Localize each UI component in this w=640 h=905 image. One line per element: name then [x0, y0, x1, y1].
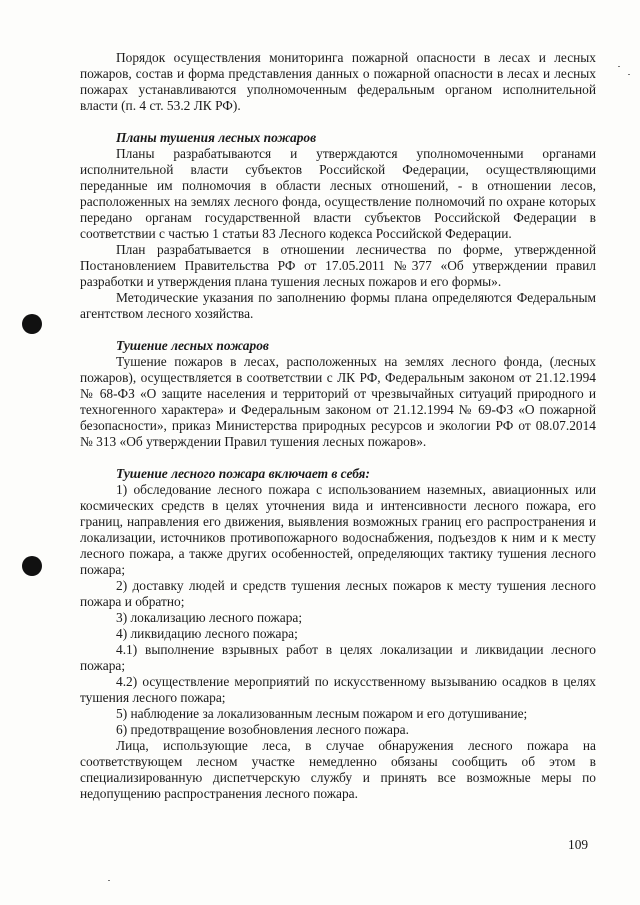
intro-paragraph: Порядок осуществления мониторинга пожарной опасности в лесах и лесных пожаров, состав и форма представления данных о пожарной опасности в лесах и лесных пожарах устанавливаются уполномоченным федеральным органом исполнительной власти (п. 4 ст. 53.2 ЛК РФ).: [80, 50, 596, 113]
list-item: 3) локализацию лесного пожара;: [116, 610, 303, 625]
binder-hole-top: [22, 314, 42, 334]
scan-speck: [618, 66, 620, 67]
list-item: 1) обследование лесного пожара с использованием наземных, авиационных или космических средств в целях уточнения вида и интенсивности лесного пожара, его границ, направления его движения, выявления возможных границ его распространения и локализации, источников противопожарного водоснабжения, подъездов к ним и к месту лесного пожара, а также других особенностей, определяющих тактику тушения лесного пожара;: [80, 482, 596, 577]
binder-hole-bottom: [22, 556, 42, 576]
paragraph: Тушение пожаров в лесах, расположенных на землях лесного фонда, (лесных пожаров), осуществляется в соответствии с ЛК РФ, Федеральным законом от 21.12.1994 № 68-ФЗ «О защите населения и территорий от чрезвычайных ситуаций природного и техногенного характера» и Федеральным законом от 21.12.1994 № 69-ФЗ «О пожарной безопасности», приказ Министерства природных ресурсов и экологии РФ от 08.07.2014 № 313 «Об утверждении Правил тушения лесных пожаров».: [80, 354, 596, 449]
list-item: 4.2) осуществление мероприятий по искусственному вызыванию осадков в целях тушения лесного пожара;: [80, 674, 596, 705]
list-item: 6) предотвращение возобновления лесного пожара.: [116, 722, 409, 737]
paragraph: Методические указания по заполнению формы плана определяются Федеральным агентством лесного хозяйства.: [80, 290, 596, 321]
paragraph: План разрабатывается в отношении лесничества по форме, утвержденной Постановлением Правительства РФ от 17.05.2011 №377 «Об утверждении правил разработки и утверждения плана тушения лесных пожаров и его формы».: [80, 242, 596, 289]
section-heading-extinguishing: Тушение лесных пожаров: [116, 338, 269, 353]
paragraph: Планы разрабатываются и утверждаются уполномоченными органами исполнительной власти субъектов Российской Федерации, осуществляющими переданные им полномочия в области лесных отношений, - в отношении лесов, расположенных на землях лесного фонда, осуществление полномочий по охране которых передано органам государственной власти субъектов Российской Федерации в соответствии с частью 1 статьи 83 Лесного кодекса Российской Федерации.: [80, 146, 596, 241]
page-number: 109: [568, 837, 589, 852]
paragraph: Лица, использующие леса, в случае обнаружения лесного пожара на соответствующем лесном участке немедленно обязаны сообщить об этом в специализированную диспетчерскую службу и принять все возможные меры по недопущению распространения лесного пожара.: [80, 738, 596, 801]
list-item: 5) наблюдение за локализованным лесным пожаром и его дотушивание;: [116, 706, 528, 721]
list-item: 4) ликвидацию лесного пожара;: [116, 626, 298, 641]
document-body: [80, 50, 596, 802]
scan-speck: [628, 74, 630, 75]
list-item: 4.1) выполнение взрывных работ в целях локализации и ликвидации лесного пожара;: [80, 642, 596, 673]
section-heading-includes: Тушение лесного пожара включает в себя:: [116, 466, 370, 481]
scan-speck: [108, 880, 110, 881]
list-item: 2) доставку людей и средств тушения лесных пожаров к месту тушения лесного пожара и обратно;: [80, 578, 596, 609]
section-heading-plans: Планы тушения лесных пожаров: [116, 130, 317, 145]
